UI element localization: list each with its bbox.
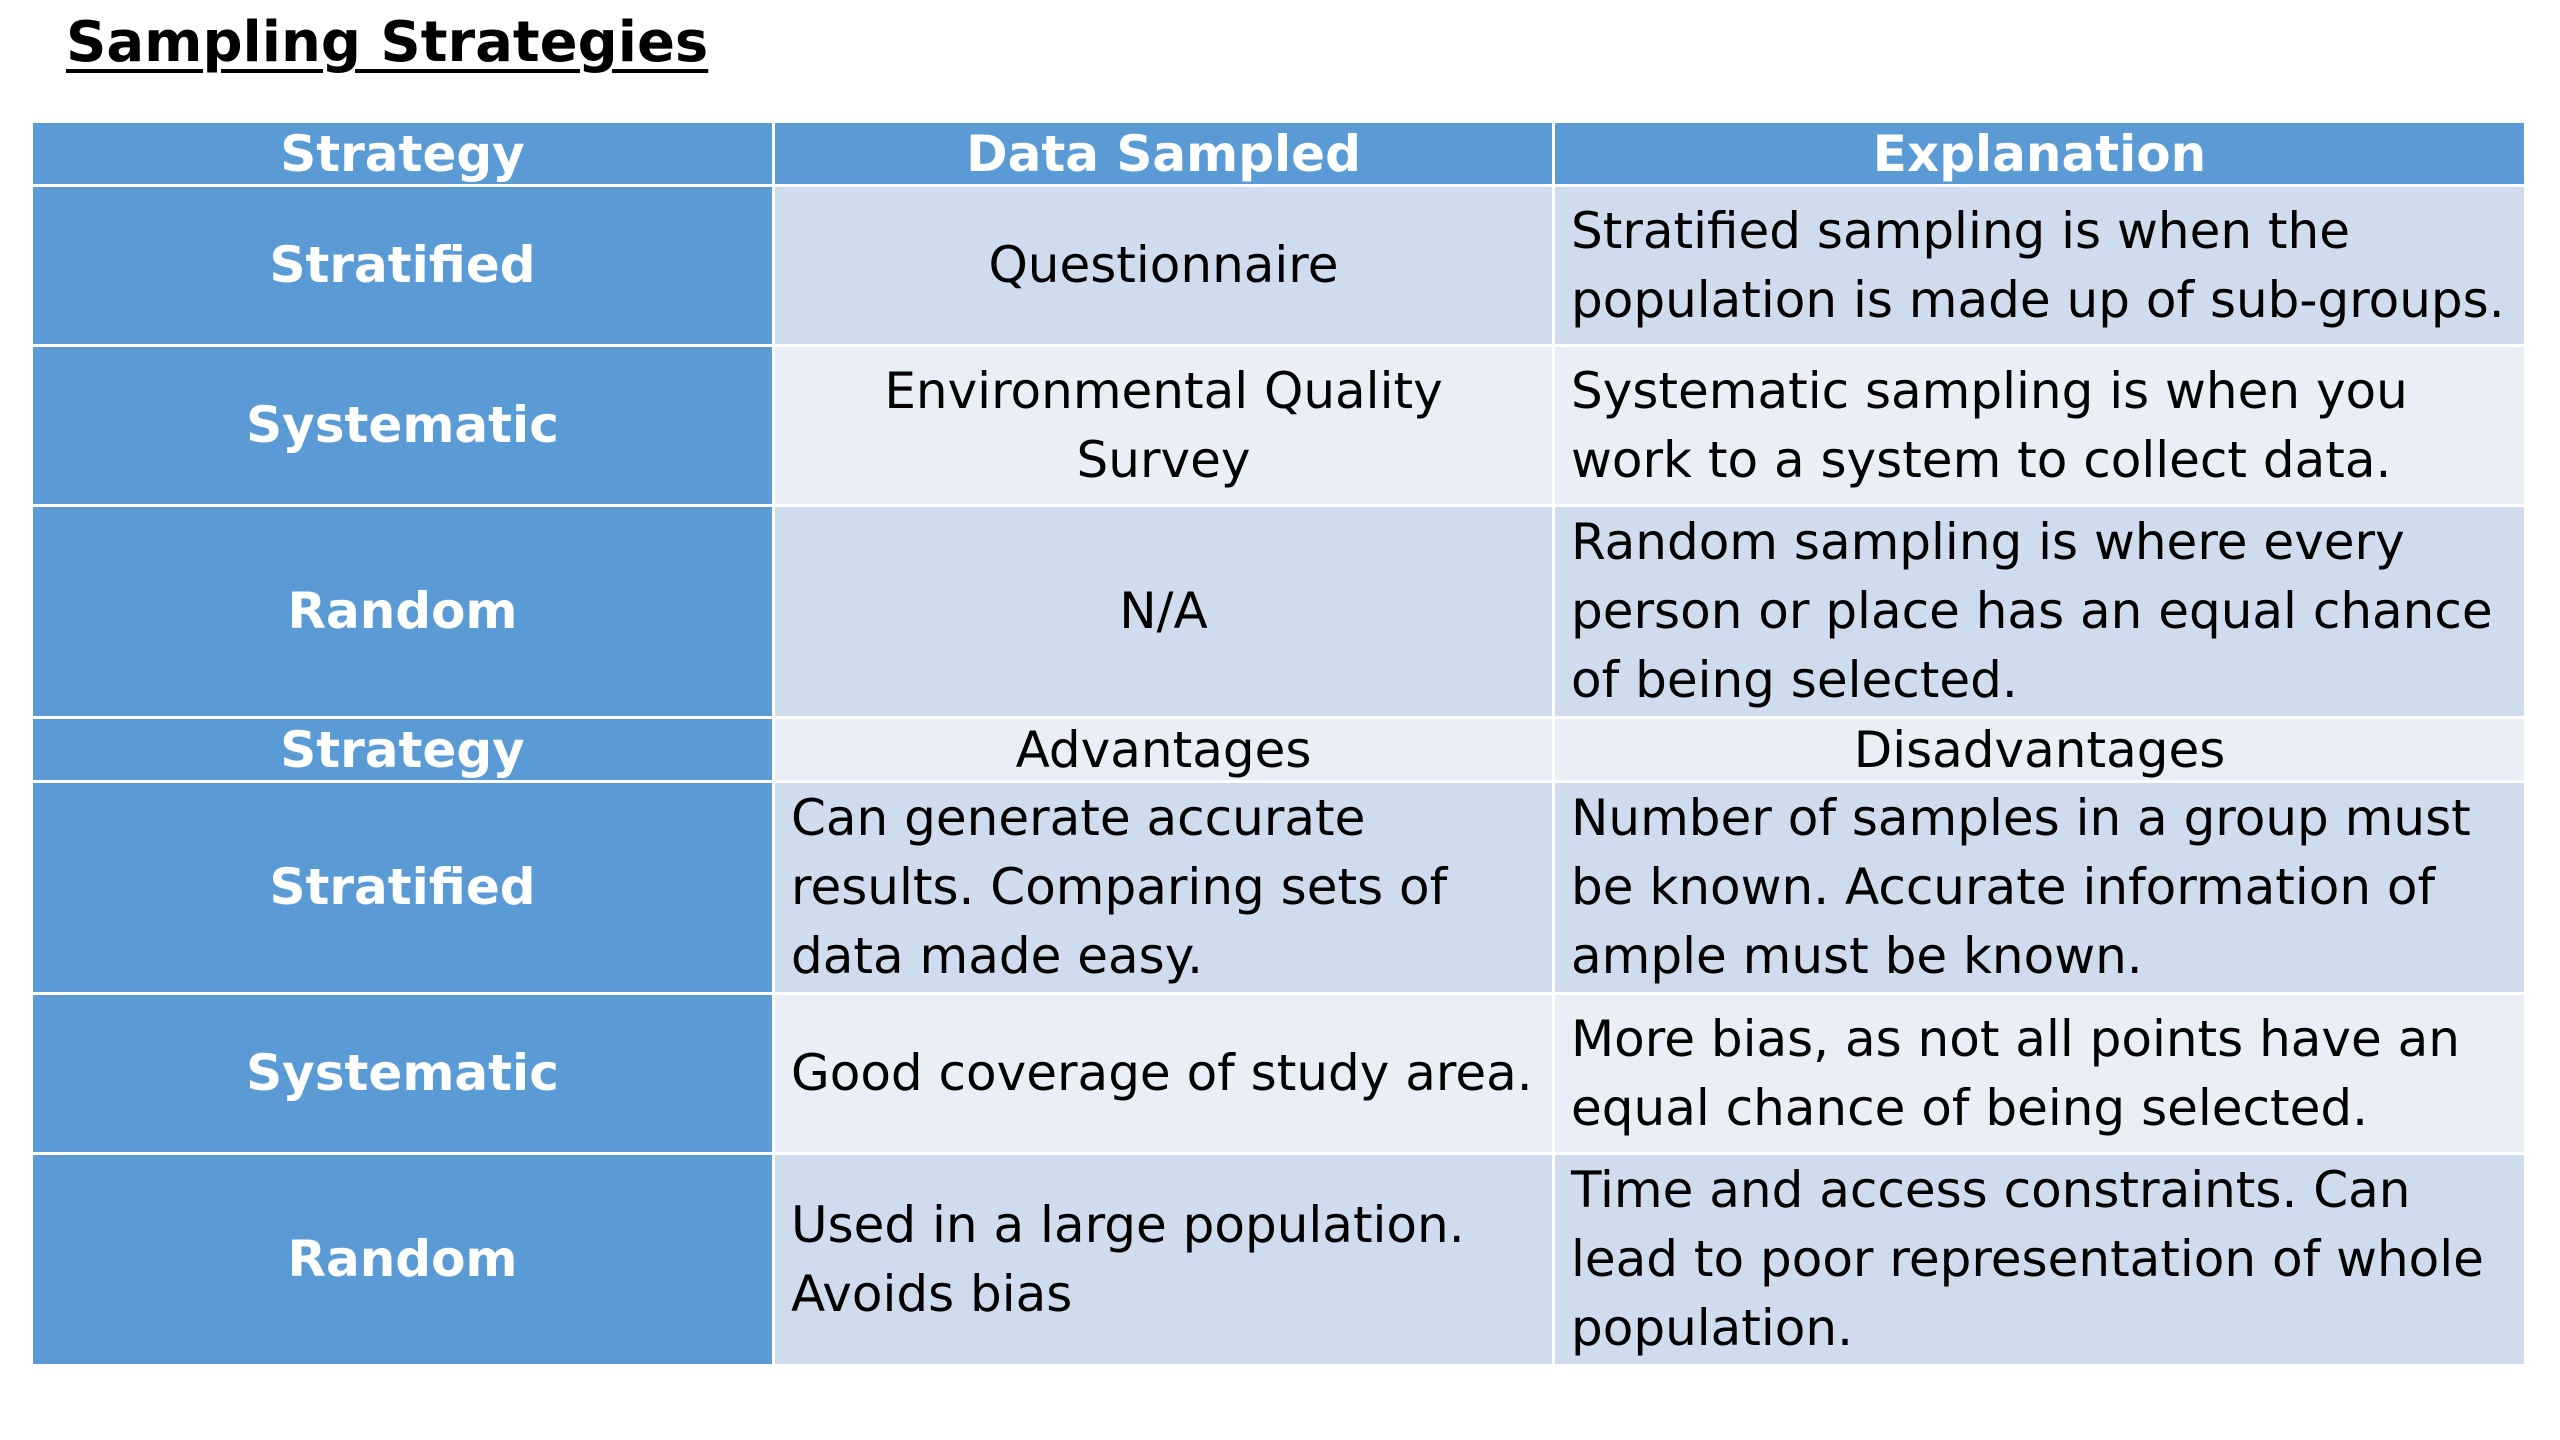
table-row bbox=[32, 994, 2526, 1154]
subheader-advantages: Advantages bbox=[774, 718, 1554, 782]
header-explanation: Explanation bbox=[1554, 122, 2526, 186]
explanation-cell: Systematic sampling is when you work to a system to collect data. bbox=[1554, 346, 2526, 506]
data-sampled-cell: Environmental Quality Survey bbox=[774, 346, 1554, 506]
subheader-strategy: Strategy bbox=[32, 718, 774, 782]
table-row bbox=[32, 506, 2526, 718]
strategy-cell: Systematic bbox=[32, 346, 774, 506]
disadvantages-cell: Number of samples in a group must be known. Accurate information of ample must be known. bbox=[1554, 782, 2526, 994]
strategy-cell: Stratified bbox=[32, 782, 774, 994]
advantages-cell: Can generate accurate results. Comparing sets of data made easy. bbox=[774, 782, 1554, 994]
page-title: Sampling Strategies bbox=[66, 10, 709, 75]
disadvantages-cell: More bias, as not all points have an equal chance of being selected. bbox=[1554, 994, 2526, 1154]
disadvantages-cell: Time and access constraints. Can lead to poor representation of whole population. bbox=[1554, 1154, 2526, 1366]
data-sampled-cell: Questionnaire bbox=[774, 186, 1554, 346]
header-strategy: Strategy bbox=[32, 122, 774, 186]
sampling-strategies-table bbox=[30, 120, 2527, 1367]
strategy-cell: Systematic bbox=[32, 994, 774, 1154]
data-sampled-cell: N/A bbox=[774, 506, 1554, 718]
advantages-cell: Used in a large population. Avoids bias bbox=[774, 1154, 1554, 1366]
table-row bbox=[32, 346, 2526, 506]
table-row bbox=[32, 1154, 2526, 1366]
header-row bbox=[32, 122, 2526, 186]
subheader-row bbox=[32, 718, 2526, 782]
explanation-cell: Random sampling is where every person or place has an equal chance of being selected. bbox=[1554, 506, 2526, 718]
explanation-cell: Stratified sampling is when the population is made up of sub-groups. bbox=[1554, 186, 2526, 346]
strategy-cell: Random bbox=[32, 1154, 774, 1366]
subheader-disadvantages: Disadvantages bbox=[1554, 718, 2526, 782]
table-row bbox=[32, 186, 2526, 346]
table-row bbox=[32, 782, 2526, 994]
strategy-cell: Stratified bbox=[32, 186, 774, 346]
strategy-cell: Random bbox=[32, 506, 774, 718]
header-data-sampled: Data Sampled bbox=[774, 122, 1554, 186]
advantages-cell: Good coverage of study area. bbox=[774, 994, 1554, 1154]
